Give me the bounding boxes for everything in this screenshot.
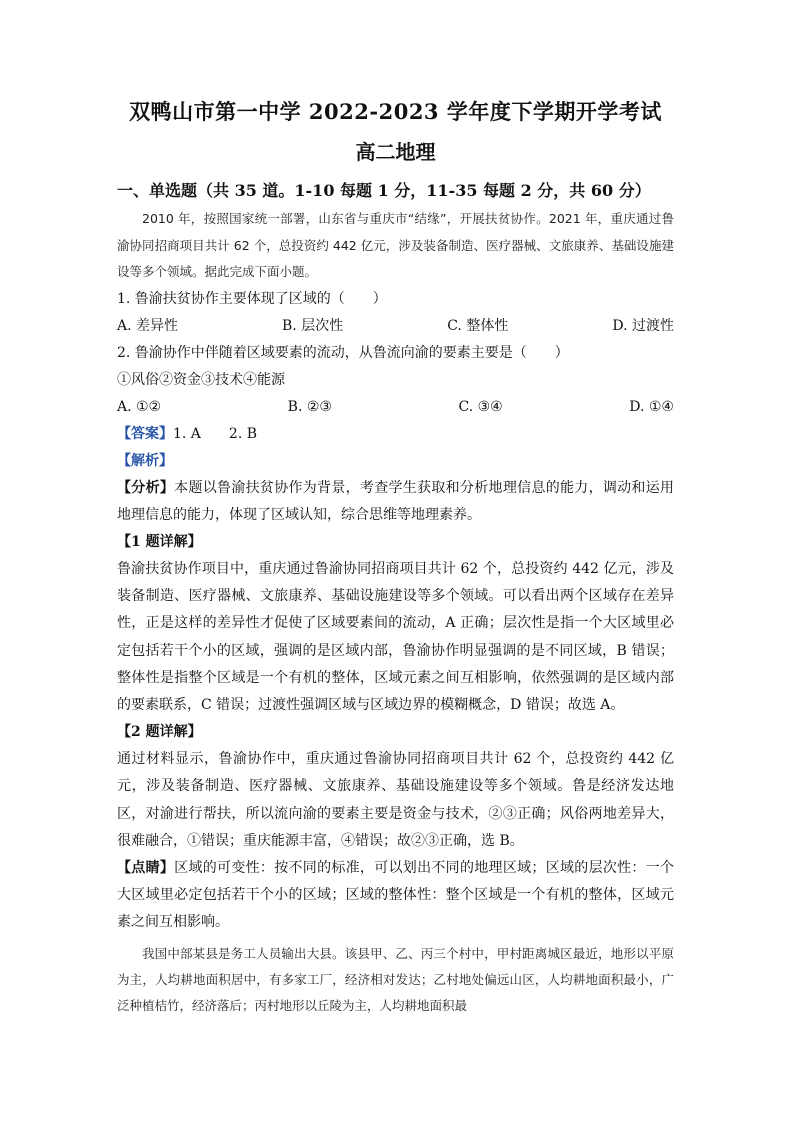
fenxi-text: 本题以鲁渝扶贫协作为背景，考查学生获取和分析地理信息的能力，调动和运用地理信息的能力，体现了区域认知，综合思维等地理素养。 xyxy=(117,479,675,523)
option-b: B. 层次性 xyxy=(282,317,344,334)
question-2-stem: 2. 鲁渝协作中伴随着区域要素的流动，从鲁流向渝的要素主要是（ ） xyxy=(117,344,569,361)
question-1-stem: 1. 鲁渝扶贫协作主要体现了区域的（ ） xyxy=(117,290,387,307)
fenxi-paragraph xyxy=(117,475,674,529)
detail-1-label: 【1 题详解】 xyxy=(117,533,202,550)
dianjing-text: 区域的可变性：按不同的标准，可以划出不同的地理区域；区域的层次性：一个大区域里必定包括若干个小的区域；区域的整体性：整个区域是一个有机的整体，区域元素之间互相影响。 xyxy=(117,859,675,931)
fenxi-label: 【分析】 xyxy=(117,479,175,496)
detail-1-heading xyxy=(117,529,674,556)
option-d: D. 过渡性 xyxy=(612,317,674,334)
answer-label: 【答案】 xyxy=(117,425,173,442)
page-title: 双鸭山市第一中学 2022-2023 学年度下学期开学考试 xyxy=(129,99,662,124)
analysis-heading xyxy=(117,448,674,475)
option-b: B. ②③ xyxy=(287,398,332,415)
detail-2-label: 【2 题详解】 xyxy=(117,724,202,741)
detail-2-heading xyxy=(117,719,674,746)
section-heading: 一、单选题（共 35 道。1-10 每题 1 分，11-35 每题 2 分，共 60 分） xyxy=(117,181,651,200)
option-d: D. ①④ xyxy=(629,398,674,415)
question-2-sub-items: ①风俗②资金③技术④能源 xyxy=(117,371,285,388)
option-c: C. ③④ xyxy=(458,398,503,415)
analysis-label: 【解析】 xyxy=(117,452,173,469)
option-c: C. 整体性 xyxy=(447,317,509,334)
detail-2-text: 通过材料显示，鲁渝协作中，重庆通过鲁渝协同招商项目共计 62 个，总投资约 442 亿元，涉及装备制造、医疗器械、文旅康养、基础设施建设等多个领域。鲁是经济发达地区，对渝进行帮扶，所以流向渝的要素主要是资金与技术，②③正确；风俗两地差异大，很难融合，①错误；重庆能源丰富，④错误；故②③正确，选 B。 xyxy=(117,751,674,849)
dianjing-paragraph xyxy=(117,855,674,937)
dianjing-label: 【点睛】 xyxy=(117,859,175,876)
page-subtitle: 高二地理 xyxy=(355,140,436,164)
detail-1-text: 鲁渝扶贫协作项目中，重庆通过鲁渝协同招商项目共计 62 个，总投资约 442 亿元，涉及装备制造、医疗器械、文旅康养、基础设施建设等多个领域。可以看出两个区域存在差异性，正是这样的差异性才促使了区域要素间的流动，A 正确；层次性是指一个大区域里必定包括若干个小的区域，强调的是区域内部，鲁渝协作明显强调的是不同区域，B 错误；整体性是指整个区域是一个有机的整体，区域元素之间互相影响，依然强调的是区域内部的要素联系，C 错误；过渡性强调区域与区域边界的模糊概念，D 错误；故选 A。 xyxy=(117,560,674,713)
answer-line xyxy=(117,421,674,448)
reading-passage-2: 我国中部某县是务工人员输出大县。该县甲、乙、丙三个村中，甲村距离城区最近，地形以平原为主，人均耕地面积居中，有多家工厂，经济相对发达；乙村地处偏远山区，人均耕地面积最小，广泛种植桔竹，经济落后；丙村地形以丘陵为主，人均耕地面积最 xyxy=(117,945,674,1013)
reading-passage-1: 2010 年，按照国家统一部署，山东省与重庆市“结缘”，开展扶贫协作。2021 年，重庆通过鲁渝协同招商项目共计 62 个，总投资约 442 亿元，涉及装备制造、医疗器械、文旅康养、基础设施建设等多个领域。据此完成下面小题。 xyxy=(117,211,674,279)
answer-text: 1. A 2. B xyxy=(173,425,258,442)
question-1-options xyxy=(117,313,674,340)
option-a: A. ①② xyxy=(117,398,162,415)
question-2-options xyxy=(117,394,674,421)
option-a: A. 差异性 xyxy=(117,317,179,334)
